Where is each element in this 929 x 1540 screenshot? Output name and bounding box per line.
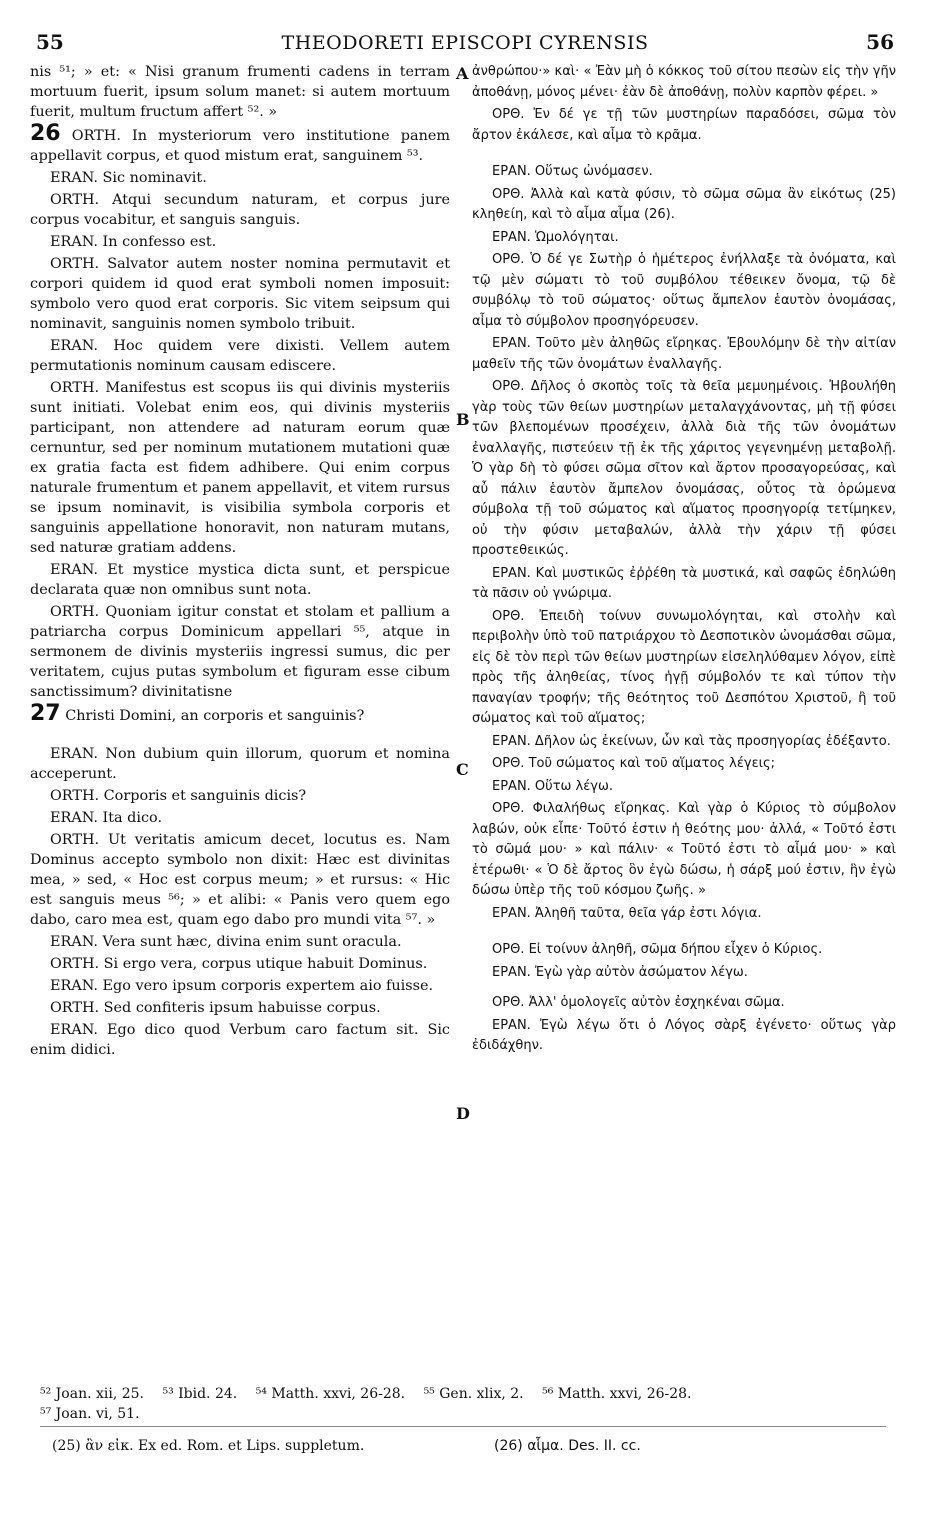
footnotes <box>40 1384 890 1424</box>
left-page-number: 55 <box>36 30 64 54</box>
latin-paragraph: ORTH. Salvator autem noster nomina permutavit et corpori quidem id quod erat symboli nomen imposuit: symbolo vero quod erat corporis. Sic vitem seipsum qui nominavit, sanguinis nomen symbolo tribuit. <box>30 256 450 332</box>
latin-paragraph: ORTH. Quoniam igitur constat et stolam et pallium a patriarcha corpus Dominicum appellari ⁵⁵, atque in sermonem de divinis mysteriis ingressi sumus, dic per veritatem, cujus putas symbolum et figuram esse cibum sanctissimum? divinitatisne <box>30 604 450 700</box>
greek-paragraph: ΕΡΑΝ. Καὶ μυστικῶς ἐῤῥέθη τὰ μυστικά, καὶ σαφῶς ἐδηλώθη τὰ πᾶσιν οὐ γνώριμα. <box>472 565 896 601</box>
latin-paragraph <box>30 121 451 166</box>
latin-paragraph-text: ORTH. In mysteriorum vero institutione panem appellavit corpus, et quod mistum erat, sanguinem ⁵³. <box>30 128 451 164</box>
greek-paragraph: ΕΡΑΝ. Τοῦτο μὲν ἀληθῶς εἴρηκας. Ἐβουλόμην δὲ τὴν αἰτίαν μαθεῖν τῆς τῶν ὀνομάτων ἐναλλαγῆς. <box>472 336 896 372</box>
footnote: ⁵⁴ Matth. xxvi, 26-28. <box>255 1386 406 1402</box>
greek-paragraph: ΟΡΘ. Τοῦ σώματος καὶ τοῦ αἵματος λέγεις; <box>492 756 776 771</box>
greek-paragraph: ΕΡΑΝ. Δῆλον ὡς ἐκείνων, ὧν καὶ τὰς προσηγορίας ἐδέξαντο. <box>492 733 891 749</box>
greek-paragraph: ΟΡΘ. Ἀλλὰ καὶ κατὰ φύσιν, τὸ σῶμα σῶμα ἂν εἰκότως (25) κληθείη, καὶ τὸ αἷμα αἷμα (26). <box>472 186 896 222</box>
critical-note-right: (26) αἷμα. Des. II. cc. <box>494 1438 641 1454</box>
footnote: ⁵⁵ Gen. xlix, 2. <box>423 1386 524 1402</box>
margin-letter-d: D <box>456 1104 470 1123</box>
greek-column <box>472 62 896 1059</box>
latin-column <box>30 62 450 1062</box>
latin-paragraph: nis ⁵¹; » et: « Nisi granum frumenti cadens in terram mortuum fuerit, ipsum solum manet: si autem mortuum fuerit, multum fructum affert ⁵². » <box>30 64 450 120</box>
greek-paragraph: ΟΡΘ. Ἀλλ' ὁμολογεῖς αὐτὸν ἐσχηκέναι σῶμα. <box>492 995 785 1010</box>
latin-paragraph: ORTH. Manifestus est scopus iis qui divinis mysteriis sunt initiati. Volebat enim eos, qui divinis mysteriis participant, non attendere ad naturam eorum quæ cernuntur, sed per nominum mutationem mutationi quæ ex gratia facta est fidem adhibere. Qui enim corpus naturale frumentum et panem appellavit, et vitem rursus se ipsum nominavit, is visibilia symbola corporis et sanguinis appellatione honoravit, non naturam mutans, sed naturæ gratiam addens. <box>30 380 450 556</box>
greek-paragraph: ΟΡΘ. Εἰ τοίνυν ἀληθῆ, σῶμα δήπου εἶχεν ὁ Κύριος. <box>492 942 823 957</box>
running-title: THEODORETI EPISCOPI CYRENSIS <box>281 32 649 54</box>
section-number: 26 <box>30 121 61 146</box>
greek-paragraph: ΕΡΑΝ. Ἀληθῆ ταῦτα, θεῖα γάρ ἐστι λόγια. <box>492 905 762 921</box>
margin-letter-a: A <box>456 64 469 83</box>
latin-paragraph: ERAN. Ego vero ipsum corporis expertem aio fuisse. <box>50 978 434 994</box>
latin-paragraph: ORTH. Ut veritatis amicum decet, locutus es. Nam Dominus accepto symbolo non dixit: Hæc est divinitas mea, » sed, « Hoc est corpus meum; » et rursus: « Hic est sanguis meus ⁵⁶; » et alibi: « Panis vero quem ego dabo, caro mea est, quam ego dabo pro mundi vita ⁵⁷. » <box>30 832 450 928</box>
right-page-number: 56 <box>866 30 894 54</box>
greek-paragraph: ΕΡΑΝ. Ἐγὼ λέγω ὅτι ὁ Λόγος σὰρξ ἐγένετο· οὕτως γὰρ ἐδιδάχθην. <box>472 1017 896 1053</box>
greek-paragraph: ΕΡΑΝ. Ὡμολόγηται. <box>492 229 619 245</box>
greek-paragraph: ΕΡΑΝ. Ἐγὼ γὰρ αὐτὸν ἀσώματον λέγω. <box>492 964 748 980</box>
page-header <box>36 30 894 56</box>
greek-paragraph: ΟΡΘ. Ἐπειδὴ τοίνυν συνωμολόγηται, καὶ στολὴν καὶ περιβολὴν ὑπὸ τοῦ πατριάρχου τὸ Δεσποτικὸν ὠνομάσθαι σῶμα, εἰς δὲ τὸν περὶ τῶν θείων μυστηρίων εἰσεληλύθαμεν λόγον, εἰπὲ πρὸς τῆς ἀληθείας, τίνος ἡγῇ σύμβολόν τε καὶ τύπον τὴν παναγίαν τροφήν; τῆς θεότητος τοῦ Δεσπότου Χριστοῦ, ἢ τοῦ σώματος καὶ τοῦ αἵματος; <box>472 608 896 726</box>
latin-paragraph: ERAN. Hoc quidem vere dixisti. Vellem autem permutationis nominum causam ediscere. <box>30 338 450 374</box>
greek-paragraph: ΟΡΘ. Φιλαλήθως εἴρηκας. Καὶ γὰρ ὁ Κύριος τὸ σύμβολον λαβών, οὐκ εἶπε· Τοῦτό ἐστιν ἡ θεότης μου· ἀλλά, « Τοῦτό ἐστι τὸ σῶμά μου· » καὶ πάλιν· « Τοῦτό ἐστι τὸ αἷμά μου· » καὶ ἑτέρωθι· « Ὁ δὲ ἄρτος ὃν ἐγὼ δώσω, ἡ σάρξ μού ἐστιν, ἣν ἐγὼ δώσω ὑπὲρ τῆς τοῦ κόσμου ζωῆς. » <box>472 801 896 898</box>
greek-paragraph: ΟΡΘ. Ὁ δέ γε Σωτὴρ ὁ ἡμέτερος ἐνήλλαξε τὰ ὀνόματα, καὶ τῷ μὲν σώματι τὸ τοῦ συμβόλου τέθεικεν ὄνομα, τῷ δὲ συμβόλῳ τὸ τοῦ σώματος· οὕτως ἄμπελον ἑαυτὸν ὀνομάσας, αἷμα τὸ σύμβολον προσηγόρευσεν. <box>472 252 896 329</box>
latin-paragraph: ERAN. Ita dico. <box>50 810 163 826</box>
latin-paragraph-text: Christi Domini, an corporis et sanguinis? <box>65 708 365 724</box>
footnote: ⁵⁶ Matth. xxvi, 26-28. <box>542 1386 692 1402</box>
latin-paragraph: ORTH. Atqui secundum naturam, et corpus jure corpus vocabitur, et sanguis sanguis. <box>30 192 450 228</box>
critical-note-left: (25) ἂν εἰκ. Ex ed. Rom. et Lips. suppletum. <box>52 1438 365 1454</box>
footnote: ⁵³ Ibid. 24. <box>162 1386 238 1402</box>
footnote: ⁵⁷ Joan. vi, 51. <box>40 1406 140 1422</box>
latin-paragraph: ORTH. Corporis et sanguinis dicis? <box>50 788 307 804</box>
latin-paragraph: ERAN. Ego dico quod Verbum caro factum sit. Sic enim didici. <box>30 1022 450 1058</box>
greek-paragraph: ΕΡΑΝ. Οὕτω λέγω. <box>492 778 613 794</box>
footnote: ⁵² Joan. xii, 25. <box>40 1386 144 1402</box>
margin-letter-b: B <box>456 410 470 429</box>
latin-paragraph: ERAN. Vera sunt hæc, divina enim sunt oracula. <box>50 934 402 950</box>
latin-paragraph: ERAN. Sic nominavit. <box>50 170 207 186</box>
notes-divider <box>40 1426 886 1427</box>
latin-paragraph: ERAN. Et mystice mystica dicta sunt, et perspicue declarata quæ non omnibus sunt nota. <box>30 562 450 598</box>
margin-letter-c: C <box>456 760 469 779</box>
latin-paragraph <box>30 701 450 726</box>
greek-paragraph: ΟΡΘ. Ἐν δέ γε τῇ τῶν μυστηρίων παραδόσει, σῶμα τὸν ἄρτον ἐκάλεσε, καὶ αἷμα τὸ κρᾶμα. <box>472 107 896 143</box>
section-number: 27 <box>30 701 61 726</box>
footnote-row <box>40 1384 890 1404</box>
greek-paragraph: ΕΡΑΝ. Οὕτως ὠνόμασεν. <box>492 164 653 179</box>
latin-paragraph: ORTH. Sed confiteris ipsum habuisse corpus. <box>50 1000 381 1016</box>
latin-paragraph: ERAN. In confesso est. <box>50 234 217 250</box>
greek-paragraph: ἀνθρώπου·» καὶ· « Ἐὰν μὴ ὁ κόκκος τοῦ σίτου πεσὼν εἰς τὴν γῆν ἀποθάνῃ, μόνος μένει· ἐὰν δὲ ἀποθάνῃ, πολὺν καρπὸν φέρει. » <box>472 64 896 100</box>
footnote-row <box>40 1404 890 1424</box>
greek-paragraph: ΟΡΘ. Δῆλος ὁ σκοπὸς τοῖς τὰ θεῖα μεμυημένοις. Ἠβουλήθη γὰρ τοὺς τῶν θείων μυστηρίων μεταλαγχάνοντας, μὴ τῇ φύσει τῶν βλεπομένων προσέχειν, ἀλλὰ διὰ τῆς τῶν ὀνομάτων ἐναλλαγῆς, πιστεύειν τῇ ἐκ τῆς χάριτος γεγενημένῃ μεταβολῇ. Ὁ γὰρ δὴ τὸ φύσει σῶμα σῖτον καὶ ἄρτον προσαγορεύσας, καὶ αὖ πάλιν ἑαυτὸν ἄμπελον ὀνομάσας, οὗτος τὰ ὁρώμενα σύμβολα τῇ τοῦ σώματος καὶ αἵματος προσηγορίᾳ τετίμηκεν, οὐ τὴν φύσιν μεταβαλών, ἀλλὰ τὴν χάριν τῇ φύσει προστεθεικώς. <box>472 379 896 558</box>
latin-paragraph: ERAN. Non dubium quin illorum, quorum et nomina acceperunt. <box>30 746 450 782</box>
latin-paragraph: ORTH. Si ergo vera, corpus utique habuit Dominus. <box>50 956 428 972</box>
